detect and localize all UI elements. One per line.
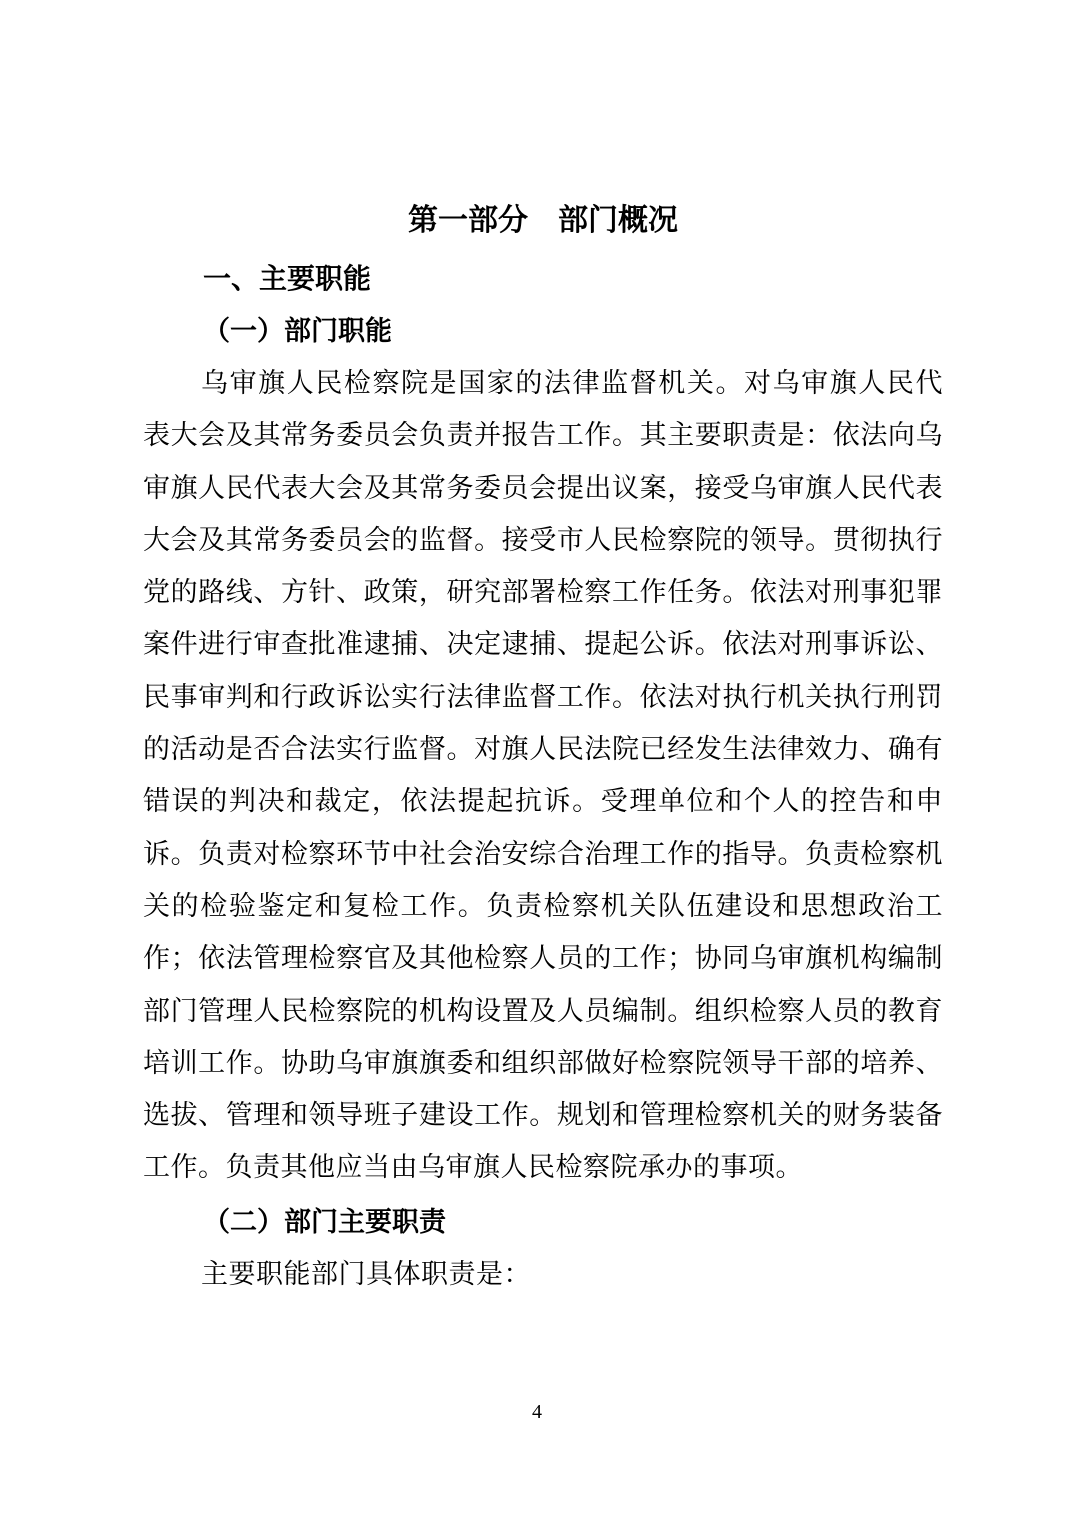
section-heading-main-functions: 一、主要职能 xyxy=(203,262,372,295)
paragraph-department-functions: 乌审旗人民检察院是国家的法律监督机关。对乌审旗人民代表大会及其常务委员会负责并报告工作。其主要职责是：依法向乌审旗人民代表大会及其常务委员会提出议案，接受乌审旗人民代表大会及其常务委员会的监督。接受市人民检察院的领导。贯彻执行党的路线、方针、政策，研究部署检察工作任务。依法对刑事犯罪案件进行审查批准逮捕、决定逮捕、提起公诉。依法对刑事诉讼、民事审判和行政诉讼实行法律监督工作。依法对执行机关执行刑罚的活动是否合法实行监督。对旗人民法院已经发生法律效力、确有错误的判决和裁定，依法提起抗诉。受理单位和个人的控告和申诉。负责对检察环节中社会治安综合治理工作的指导。负责检察机关的检验鉴定和复检工作。负责检察机关队伍建设和思想政治工作；依法管理检察官及其他检察人员的工作；协同乌审旗机构编制部门管理人民检察院的机构设置及人员编制。组织检察人员的教育培训工作。协助乌审旗旗委和组织部做好检察院领导干部的培养、选拔、管理和领导班子建设工作。规划和管理检察机关的财务装备工作。负责其他应当由乌审旗人民检察院承办的事项。 xyxy=(143,368,943,1184)
subsection-heading-main-duties: （二）部门主要职责 xyxy=(203,1206,446,1238)
page-number: 4 xyxy=(532,1401,542,1423)
document-body xyxy=(143,196,943,1301)
part-title: 第一部分 部门概况 xyxy=(408,203,678,238)
subsection-heading-department-functions: （一）部门职能 xyxy=(203,316,392,347)
paragraph-main-duties-intro: 主要职能部门具体职责是： xyxy=(201,1258,531,1290)
